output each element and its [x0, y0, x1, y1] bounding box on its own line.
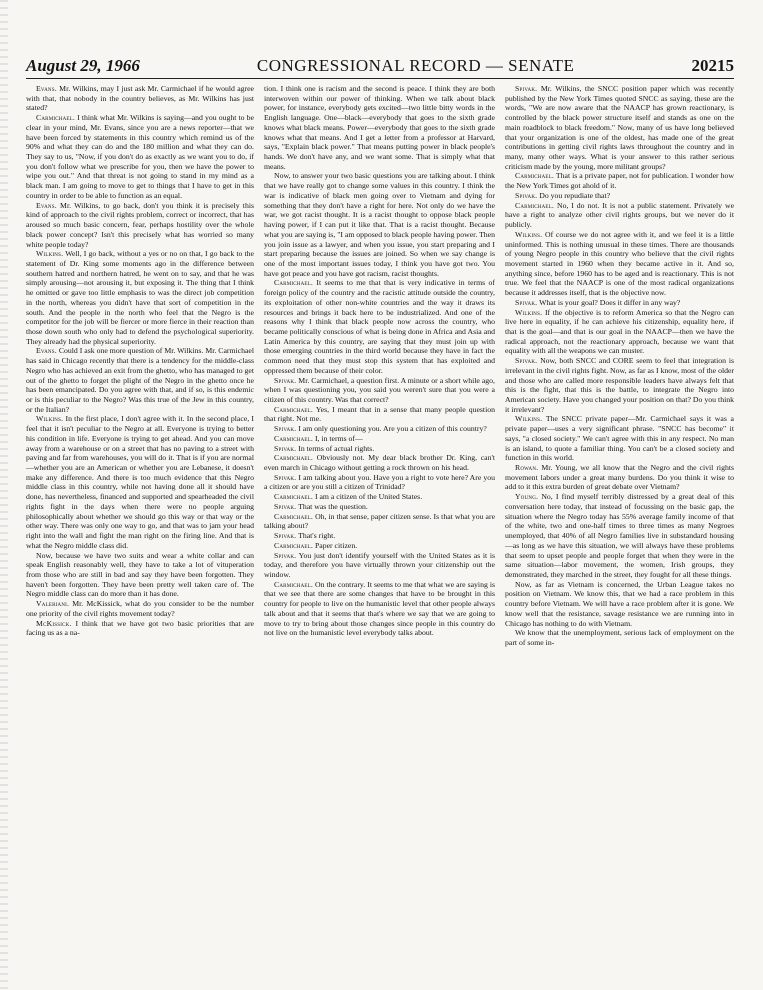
speaker-name: Wilkins.	[36, 414, 64, 424]
paragraph-text: Now, as far as Vietnam is concerned, the Urban League takes no position on Vietnam. We know this, that we had a race problem in this country before Vietnam. We will have a race problem after it is gone. We know well that the resistance, savage resistance we are running into in Chicago has nothing to do with Vietnam.	[505, 579, 734, 628]
speaker-name: Wilkins.	[515, 229, 543, 239]
paragraph	[26, 414, 254, 550]
paragraph-text: If the objective is to reform America so that the Negro can live here in equality, if he can achieve his citizenship, equality here, if that is the goal—and that is our goal in the NAACP—then we have the radical approach, not the reactionary approach, because we want that equality with all the weapons we can muster.	[505, 307, 734, 356]
paragraph-text: It seems to me that that is very indicative in terms of foreign policy of the country and the racistic attitude outside the country, its exploitation of other non-white countries and the way it draws its resources and brings it back here to be industrialized. And one of the reasons why I think that black people now across the country, who became politically conscious of what is being done in Africa and Asia and Latin America by this country, are saying that they must join up with those emerging countries in the third world because they have in fact the common need that they must stop this system that has exploited and oppressed them because of their color.	[264, 278, 495, 375]
paragraph	[26, 551, 254, 600]
paragraph-text: Mr. McKissick, what do you consider to be the number one priority of the civil rights movement today?	[26, 599, 254, 618]
paragraph	[505, 414, 734, 463]
paragraph	[505, 84, 734, 171]
paragraph-text: I am only questioning you. Are you a citizen of this country?	[298, 424, 487, 434]
article-columns	[26, 84, 734, 980]
speaker-name: Evans.	[36, 84, 57, 93]
paragraph-text: Do you repudiate that?	[539, 190, 611, 200]
paragraph-text: You just don't identify yourself with the United States as it is today, and therefore you have virtually thrown your citizenship out the window.	[264, 550, 495, 579]
paragraph	[264, 453, 495, 472]
paragraph-text: I think what Mr. Wilkins is saying—and you ought to be clear in your mind, Mr. Evans, since you are a news reporter—that we have been forced by statements in this country which remind us of the 90% and what they can do and the 180 million and what they can do. They say to us, "Now, if you don't do as exactly as we want you to do, if you don't follow what we prescribe for you, then we have the power to wipe you out." And that threat is not going to stand in my mind as a black man. I am going to move to get to things that I have to get in this country in order to be able to function as an equal.	[26, 113, 254, 200]
paragraph-text: Could I ask one more question of Mr. Wilkins. Mr. Carmichael has said in Chicago recently that there is a tendency for the middle-class Negro who has achieved an exit from the ghetto, who has managed to get out of the ghetto to forget the plight of the Negro in the ghetto once he has been emancipated. Do you agree with that, and if so, is this endemic or is this peculiar to the Negro? Was this true of the Jew in this country, or the Italian?	[26, 346, 254, 414]
paragraph-text: No, I do not. It is not a public statement. Privately we have a right to analyze other civil rights groups, but we never do it publicly.	[505, 200, 734, 230]
speaker-name: Carmichael.	[274, 579, 314, 589]
paragraph-text: In terms of actual rights.	[298, 443, 375, 453]
scan-edge	[0, 0, 8, 990]
text-column-1	[26, 84, 254, 980]
paragraph	[26, 249, 254, 346]
paragraph	[264, 541, 495, 551]
page-header	[26, 52, 734, 79]
paragraph-text: Yes, I meant that in a sense that many people question that right. Not me.	[264, 404, 495, 424]
speaker-name: Spivak.	[515, 297, 538, 307]
paragraph-text: I, in terms of—	[314, 433, 363, 443]
paragraph	[264, 434, 495, 444]
speaker-name: McKissick.	[36, 618, 72, 628]
paragraph-text: No, I find myself terribly distressed by a great deal of this conversation here today, that instead of focussing on the basic gap, the situation where the Negro today has 55% average family income of that of the white, two and one-half times to three times as many Negroes unemployed, that 40% of all Negro families live in substandard housing—as long as we have this situation, we will always have these problems that seem to upset people and people forget that when they were in the same situation—labor movement, the women, Irish groups, they demonstrated, they marched in the street, they fought for all these things.	[505, 492, 734, 579]
paragraph-text: Oh, in that sense, paper citizen sense. Is that what you are talking about?	[264, 511, 495, 531]
paragraph-text: Paper citizen.	[314, 540, 358, 550]
paragraph-text: Mr. Wilkins, the SNCC position paper which was recently published by the New York Times quoted SNCC as saying, these are the words, "We are now aware that the NAACP has grown reactionary, is controlled by the black power structure itself and stands as one on the main roadblock to black freedom." Now, many of us have long believed that your organization is one of the oldest, has made one of the great contributions in getting civil rights laws throughout the country and in many, many other ways. What is your answer to this rather serious criticism made by the young, more militant groups?	[505, 84, 734, 171]
speaker-name: Carmichael.	[274, 404, 314, 414]
speaker-name: Wilkins.	[515, 414, 543, 424]
speaker-name: Wilkins.	[36, 249, 64, 259]
paragraph-text: Now, both SNCC and CORE seem to feel that integration is irrelevant in the civil rights fight. Now, as far as I know, most of the older and those who are called more responsible leaders have always felt that this is the fight, that this is the battle, to integrate the Negro into American society. Have you changed your position on that? Do you think it irrelevant?	[505, 356, 734, 414]
paragraph	[264, 551, 495, 580]
speaker-name: Spivak.	[274, 443, 297, 453]
paragraph	[26, 113, 254, 200]
speaker-name: Spivak.	[274, 550, 297, 560]
paragraph	[505, 463, 734, 492]
paragraph	[505, 308, 734, 357]
paragraph	[505, 356, 734, 414]
speaker-name: Carmichael.	[515, 200, 555, 210]
paragraph-text: Mr. Wilkins, to go back, don't you think it is precisely this kind of approach to the civil rights problem, correct or incorrect, that has aroused so much basic concern, fear, perhaps hostility over the whole black power concept? Isn't this precisely what has worried so many white people today?	[26, 200, 254, 249]
paragraph-text: Mr. Wilkins, may I just ask Mr. Carmichael if he would agree with that, that nobody in the country believes, as Mr. Wilkins has just stated?	[26, 84, 254, 113]
speaker-name: Wilkins.	[515, 307, 543, 317]
paragraph	[26, 346, 254, 414]
speaker-name: Carmichael.	[274, 540, 314, 550]
paragraph	[264, 502, 495, 512]
paragraph-text: That is a private paper, not for publication. I wonder how the New York Times got ahold of it.	[505, 171, 734, 191]
paragraph-text: That was the question.	[298, 501, 368, 511]
paragraph	[26, 84, 254, 113]
header-page-number: 20215	[691, 56, 734, 75]
header-date: August 29, 1966	[26, 56, 140, 75]
paragraph	[26, 599, 254, 618]
paragraph	[26, 619, 254, 638]
paragraph-text: Now, because we have two suits and wear a white collar and can speak English reasonably well, they have to take a lot of vituperation from those who are still in bad and say they have been forgotten. They haven't been forgotten. They have been pretty well taken care of. The Negro middle class can do more than it has done.	[26, 550, 254, 599]
speaker-name: Carmichael.	[274, 511, 314, 521]
paragraph	[505, 492, 734, 579]
speaker-name: Spivak.	[515, 84, 538, 93]
paragraph-text: In the first place, I don't agree with it. In the second place, I feel that it isn't peculiar to the Negro at all. Everyone is trying to better his condition in life. Everyone is trying to get ahead. And you can move away from a warehouse or on a street that has no paving to a street with paving and far from warehouses, you will do it. That is if you are normal—whether you are an American or whether you are Lebanese, it doesn't make any difference. And there is too much evidence that this Negro middle class in this country, while not having done all it should have done, has nevertheless, financed and supported and spearheaded the civil rights fight in the days when there were no people arguing philosophically about whether we should go this way or that way or the other way. There was only one way to go, and that was to jam your head right into the wall and fight the man right on the firing line. And that is what the Negro middle class did.	[26, 414, 254, 550]
paragraph	[505, 191, 734, 201]
speaker-name: Spivak.	[274, 531, 297, 541]
paragraph-text: Obviously not. My dear black brother Dr. King, can't even march in Chicago without getting a rock thrown on his head.	[264, 453, 495, 473]
paragraph-text: We know that the unemployment, serious lack of employment on the part of some in-	[505, 628, 734, 647]
paragraph-text: I am talking about you. Have you a right to vote here? Are you a citizen or are you still a citizen of Trinidad?	[264, 472, 495, 492]
speaker-name: Carmichael.	[36, 113, 76, 123]
speaker-name: Rowan.	[515, 463, 539, 473]
paragraph-text: On the contrary. It seems to me that what we are saying is that we see that there are some changes that have to be brought in this country for people to live on the humanistic level that other people always talk about and that it seems that that's where we say that we are going to move to try to bring about those changes since people in this country do not live on the humanistic level everybody talks about.	[264, 579, 495, 638]
paragraph	[505, 580, 734, 629]
paragraph	[264, 580, 495, 638]
paragraph-text: Well, I go back, without a yes or no on that, I go back to the statement of Dr. King some moments ago in the difference between southern hatred and northern hatred, he went on to say, and that he was simply arousing—not arousing it, but exposing it. The thing that I think he omitted or gave too little emphasis to was the direct job competition in the north, whereas you didn't have that sort of competition in the south. And the people in the north who feel that the Negro is the competitor for the job will be fiercer or more fierce in their reaction than those down south who only had to defend the psychological superiority. They already had the physical superiority.	[26, 249, 254, 346]
paragraph	[264, 444, 495, 454]
paragraph	[264, 376, 495, 405]
paragraph-text: The SNCC private paper—Mr. Carmichael says it was a private paper—uses a very significant phrase. "SNCC has become" it says, "a closed society." We can't agree with this in any respect. No man is an island, to quote a familiar thing. You can't be a closed society and function in this world.	[505, 414, 734, 463]
paragraph	[264, 492, 495, 502]
paragraph	[26, 201, 254, 250]
paragraph	[505, 201, 734, 230]
speaker-name: Evans.	[36, 346, 57, 356]
paragraph	[505, 298, 734, 308]
paragraph	[264, 405, 495, 424]
paragraph-text: What is your goal? Does it differ in any way?	[539, 297, 681, 307]
paragraph-text: Mr. Carmichael, a question first. A minute or a short while ago, when I was questioning you, you said you weren't sure that you were a citizen of this country. Was that correct?	[264, 375, 495, 404]
text-column-3	[505, 84, 734, 980]
paragraph	[264, 424, 495, 434]
paragraph-text: Mr. Young, we all know that the Negro and the civil rights movement labors under a great many burdens. Do you think it wise to add to it this extra burden of great debate over Vietnam?	[505, 463, 734, 492]
text-column-2	[264, 84, 495, 980]
paragraph-text: I think that we have got two basic priorities that are facing us as a na-	[26, 618, 254, 638]
paragraph	[264, 171, 495, 278]
header-title: CONGRESSIONAL RECORD — SENATE	[256, 56, 575, 75]
speaker-name: Spivak.	[274, 375, 297, 385]
paragraph	[264, 84, 495, 171]
paragraph-text: tion. I think one is racism and the second is peace. I think they are both interwoven within our power of thinking. When we talk about black power, for instance, everybody gets excited—two little bitty words in the English language. One—black—everybody that goes to the sixth grade knows what black means. Power—everybody that goes to the sixth grade knows what that means. And I get a letter from a professor at Harvard, says, "Explain black power." That means putting power in black people's hands. We don't have any, and we want some. That is simply what that means.	[264, 84, 495, 171]
speaker-name: Young.	[515, 492, 539, 502]
paragraph	[505, 628, 734, 647]
paragraph	[264, 278, 495, 375]
paragraph-text: Now, to answer your two basic questions you are talking about. I think that we have really got to change some values in this country. I think the war is indicative of black men going over to Vietnam and dying for something that they don't have a right for here. Not only do we have the war, we got racist thought. It is a racist thought to oppose black people having power, if I can put it like that. That is a racist thought. Because what you are saying is, "I am opposed to black people having power. Then you join issue as a lawyer, and when you issue, you start preparing and I start preparing because the issues are joined. So when we say change is one of the most important issues today, I think you have got two. You have got peace and you have got racism, racist thoughts.	[264, 171, 495, 278]
speaker-name: Carmichael.	[274, 278, 314, 288]
speaker-name: Carmichael.	[274, 433, 314, 443]
paragraph-text: Of course we do not agree with it, and we feel it is a little uninformed. This is nothing unusual in these times. There are thousands of young Negro people in this country who believe that the civil rights movement started in 1960 when they became active in it. And so, anything since, before 1960 has to be aged and is reactionary. This is not true. We feel that the NAACP is one of the most radical organizations because it addresses itself, that is the objective now.	[505, 229, 734, 298]
paragraph	[264, 473, 495, 492]
speaker-name: Spivak.	[274, 424, 297, 434]
paragraph-text: That's right.	[298, 531, 336, 541]
paragraph-text: I am a citizen of the United States.	[314, 492, 423, 502]
speaker-name: Carmichael.	[274, 492, 314, 502]
paragraph	[505, 230, 734, 298]
paragraph	[264, 512, 495, 531]
speaker-name: Evans.	[36, 200, 57, 210]
paragraph	[264, 531, 495, 541]
speaker-name: Valeriani.	[36, 599, 70, 609]
speaker-name: Carmichael.	[274, 453, 314, 463]
paragraph	[505, 171, 734, 190]
speaker-name: Spivak.	[274, 501, 297, 511]
speaker-name: Spivak.	[515, 356, 538, 366]
speaker-name: Spivak.	[515, 190, 538, 200]
speaker-name: Carmichael.	[515, 171, 555, 181]
speaker-name: Spivak.	[274, 472, 297, 482]
